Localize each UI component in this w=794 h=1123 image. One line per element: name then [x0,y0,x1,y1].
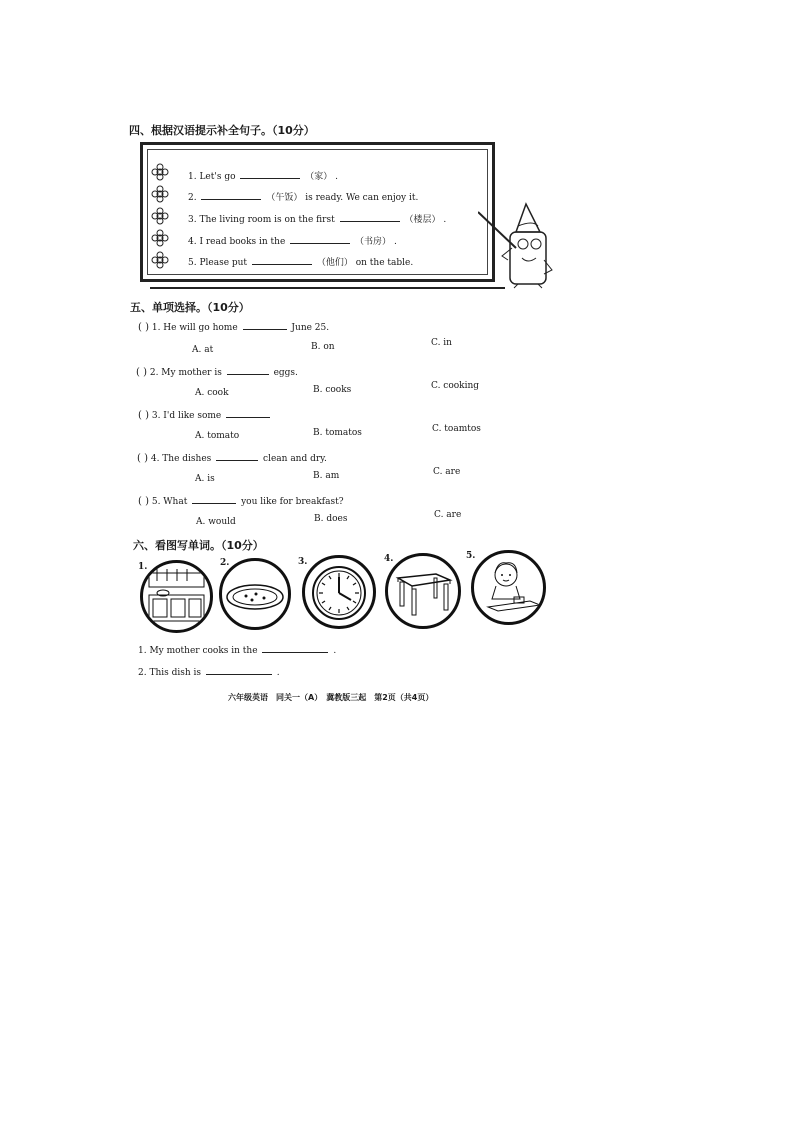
question-stem-end: you like for breakfast? [241,497,344,507]
answer-blank[interactable] [226,409,270,418]
dish-icon [219,558,291,630]
question-stem-end: eggs. [273,368,298,378]
option-b[interactable]: B. am [313,471,340,481]
page-footer: 六年级英语 同关一（A） 冀教版三起 第2页（共4页） [228,693,434,702]
flower-icon [151,229,169,247]
question-4-row [137,452,327,464]
board-item-text: 2. [188,193,197,203]
board-item-text: on the table. [355,258,414,268]
board-item-5 [188,255,413,268]
answer-blank[interactable] [340,213,400,222]
option-a[interactable]: A. tomato [195,431,240,441]
picture-number: 3. [298,557,308,567]
board-item-text: 3. The living room is on the first [188,215,335,225]
option-c[interactable]: C. toamtos [432,424,481,434]
option-b[interactable]: B. on [311,342,335,352]
clock-icon [302,555,376,629]
table-icon [385,553,461,629]
answer-parenthesis[interactable]: ( ) [138,322,149,333]
board-item-text: 1. Let's go [188,172,236,182]
board-item-text: . [335,172,339,182]
picture-number: 1. [138,562,148,572]
question-2-row [136,366,298,378]
flower-icon [151,207,169,225]
answer-blank[interactable] [192,495,236,504]
question-stem: 1. He will go home [151,323,238,333]
chinese-hint: （他们） [316,258,353,268]
chinese-hint: （午饭） [266,193,303,203]
option-a[interactable]: A. would [196,517,236,527]
sentence-text: 1. My mother cooks in the [138,646,258,656]
board-item-text: . [393,237,397,247]
board-item-text: is ready. We can enjoy it. [305,193,419,203]
option-b[interactable]: B. cooks [313,385,352,395]
option-c[interactable]: C. in [431,338,452,348]
board-item-3 [188,212,446,225]
chinese-hint: （家） [305,172,333,182]
answer-blank[interactable] [240,170,300,179]
question-stem-end: clean and dry. [263,454,327,464]
picture-number: 4. [384,554,394,564]
section-5-title: 五、单项选择。（10分） [130,301,250,314]
board-item-text: 5. Please put [188,258,248,268]
board-item-4 [188,234,397,247]
flower-icon [151,185,169,203]
option-b[interactable]: B. tomatos [313,428,362,438]
answer-blank[interactable] [201,191,261,200]
girl-at-desk-icon [471,550,546,625]
option-b[interactable]: B. does [314,514,348,524]
question-stem-end: June 25. [291,323,330,333]
picture-number: 5. [466,551,476,561]
question-3-row [138,409,272,421]
sentence-end: . [333,646,337,656]
picture-number: 2. [220,558,230,568]
question-stem: 4. The dishes [150,454,212,464]
answer-parenthesis[interactable]: ( ) [137,453,148,464]
answer-blank[interactable] [243,321,287,330]
section-6-title: 六、看图写单词。（10分） [133,539,264,552]
sentence-text: 2. This dish is [138,668,202,678]
board-item-2 [188,190,418,203]
question-stem: 5. What [151,497,188,507]
question-stem: 3. I'd like some [151,411,222,421]
chinese-hint: （书房） [355,237,392,247]
option-c[interactable]: C. are [433,467,461,477]
answer-parenthesis[interactable]: ( ) [138,496,149,507]
answer-blank[interactable] [206,666,272,675]
flower-icon [151,251,169,269]
question-stem: 2. My mother is [149,368,222,378]
question-1-row [138,321,329,333]
board-item-1 [188,169,338,182]
board-item-text: 4. I read books in the [188,237,286,247]
question-5-row [138,495,344,507]
flower-icon [151,163,169,181]
answer-blank[interactable] [262,644,328,653]
kitchen-icon [140,560,213,633]
pencil-teacher-icon [478,198,558,290]
answer-blank[interactable] [290,235,350,244]
option-a[interactable]: A. is [195,474,215,484]
answer-parenthesis[interactable]: ( ) [136,367,147,378]
option-c[interactable]: C. are [434,510,462,520]
answer-blank[interactable] [216,452,258,461]
board-item-text: . [443,215,447,225]
chinese-hint: （楼层） [404,215,441,225]
sentence-end: . [276,668,280,678]
option-a[interactable]: A. at [192,345,214,355]
answer-parenthesis[interactable]: ( ) [138,410,149,421]
board-rail [150,283,505,289]
blackboard [140,142,495,282]
answer-blank[interactable] [227,366,269,375]
option-a[interactable]: A. cook [195,388,229,398]
option-c[interactable]: C. cooking [431,381,480,391]
sentence-2 [138,666,280,678]
sentence-1 [138,644,336,656]
answer-blank[interactable] [252,256,312,265]
section-4-title: 四、根据汉语提示补全句子。（10分） [129,124,315,137]
